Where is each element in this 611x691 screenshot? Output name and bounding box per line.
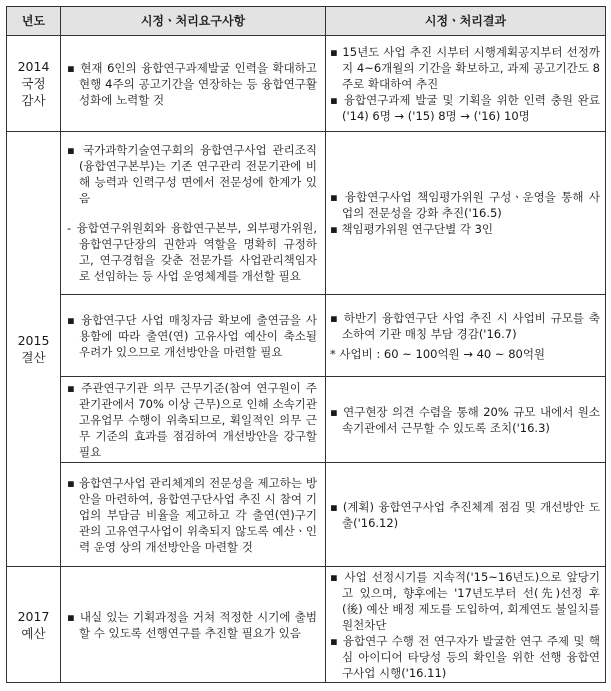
result-cell bbox=[326, 567, 606, 683]
request-subitem: - 융합연구위원회와 융합연구본부, 외부평가위원, 융합연구단장의 권한과 역할을 명확히 규정하고, 연구경험을 갖춘 전문가를 사업관리책임자로 선임하는 등 사업 운영체계를 개선할 필요 bbox=[67, 221, 317, 283]
table-row bbox=[7, 567, 606, 683]
result-cell bbox=[326, 295, 606, 377]
request-item: ▪ 주관연구기관 의무 근무기준(참여 연구원이 주관기관에서 70% 이상 근무)으로 인해 소속기관 고유업무 수행이 위축되므로, 획일적인 의무 근무 기준의 효과를 점검하여 개선방안을 강구할 필요 bbox=[67, 380, 317, 459]
table-row bbox=[7, 132, 606, 295]
table-header-row bbox=[7, 7, 606, 36]
result-item: ▪ 융합연구과제 발굴 및 기획을 위한 인력 충원 완료('14) 6명 → ('15) 8명 → ('16) 10명 bbox=[330, 92, 600, 123]
year-cell bbox=[7, 36, 61, 132]
year-line: 2017 bbox=[17, 608, 50, 624]
header-requests: 시정ㆍ처리요구사항 bbox=[61, 7, 326, 36]
result-item: ▪ 책임평가위원 연구단별 각 3인 bbox=[330, 222, 494, 236]
table-row bbox=[7, 295, 606, 377]
request-cell bbox=[61, 567, 326, 683]
result-note: * 사업비 : 60 ~ 100억원 → 40 ~ 80억원 bbox=[330, 346, 546, 361]
result-item: ▪ 융합연구사업 책임평가위원 구성ㆍ운영을 통해 사업의 전문성을 강화 추진('16.5) bbox=[330, 190, 600, 220]
result-item: ▪ (계획) 융합연구사업 추진체계 점검 및 개선방안 도출('16.12) bbox=[330, 499, 600, 530]
year-line: 국정 bbox=[21, 76, 46, 91]
year-cell bbox=[7, 567, 61, 683]
header-results: 시정ㆍ처리결과 bbox=[326, 7, 606, 36]
result-cell bbox=[326, 377, 606, 463]
year-line: 2015 bbox=[17, 333, 50, 348]
request-item: ▪ 융합연구단 사업 매칭자금 확보에 출연금을 사용함에 따라 출연(연) 고유사업 예산이 축소될 우려가 있으므로 개선방안을 마련할 필요 bbox=[67, 312, 317, 359]
year-line: 결산 bbox=[21, 350, 46, 365]
result-item: ▪ 15년도 사업 추진 시부터 시행계획공지부터 선정까지 4~6개월의 기간을 확보하고, 과제 공고기간도 8주로 확대하여 추진 bbox=[330, 44, 600, 91]
request-cell bbox=[61, 377, 326, 463]
result-cell bbox=[326, 132, 606, 295]
result-item: ▪ 융합연구 수행 전 연구자가 발굴한 연구 주제 및 핵심 아이디어 타당성 등의 확인을 위한 선행 융합연구사업 시행('16.11) bbox=[330, 633, 600, 680]
request-item: ▪ 현재 6인의 융합연구과제발굴 인력을 확대하고 현행 4주의 공고기간을 연장하는 등 융합연구활성화에 노력할 것 bbox=[67, 60, 317, 107]
header-year: 년도 bbox=[7, 7, 61, 36]
result-cell bbox=[326, 463, 606, 567]
year-line: 감사 bbox=[21, 93, 46, 108]
request-cell bbox=[61, 295, 326, 377]
request-item: ▪ 융합연구사업 관리체계의 전문성을 제고하는 방안을 마련하여, 융합연구단사업 추진 시 참여 기업의 부담금 비율을 제고하고 각 출연(연)구기관의 고유연구사업이 위축되지 않도록 예산ㆍ인력 운영 상의 개선방안을 마련할 것 bbox=[67, 475, 317, 554]
review-table bbox=[6, 6, 606, 683]
result-item: ▪ 연구현장 의견 수렴을 통해 20% 규모 내에서 원소속기관에서 근무할 수 있도록 조치('16.3) bbox=[330, 404, 600, 435]
result-cell bbox=[326, 36, 606, 132]
request-cell bbox=[61, 463, 326, 567]
result-item: ▪ 사업 선정시기를 지속적('15~16년도)으로 앞당기고 있으며, 향후에는 '17년도부터 선(先)선정 후(後) 예산 배정 제도를 도입하여, 회계연도 불일치를 원천차단 bbox=[330, 569, 600, 632]
year-line: 2014 bbox=[17, 59, 50, 74]
year-cell bbox=[7, 132, 61, 567]
request-cell bbox=[61, 132, 326, 295]
result-item: ▪ 하반기 융합연구단 사업 추진 시 사업비 규모를 축소하여 기관 매칭 부담 경감('16.7) bbox=[330, 310, 600, 341]
request-cell bbox=[61, 36, 326, 132]
year-line: 예산 bbox=[21, 625, 46, 641]
table-row bbox=[7, 377, 606, 463]
table-row bbox=[7, 463, 606, 567]
request-item: ▪ 국가과학기술연구회의 융합연구사업 관리조직(융합연구본부)는 기존 연구관리 전문기관에 비해 능력과 인력구성 면에서 전문성에 한계가 있음 bbox=[67, 143, 317, 205]
request-item: ▪ 내실 있는 기획과정을 거쳐 적정한 시기에 출범할 수 있도록 선행연구를 추진할 필요가 있음 bbox=[67, 609, 317, 640]
table-row bbox=[7, 36, 606, 132]
